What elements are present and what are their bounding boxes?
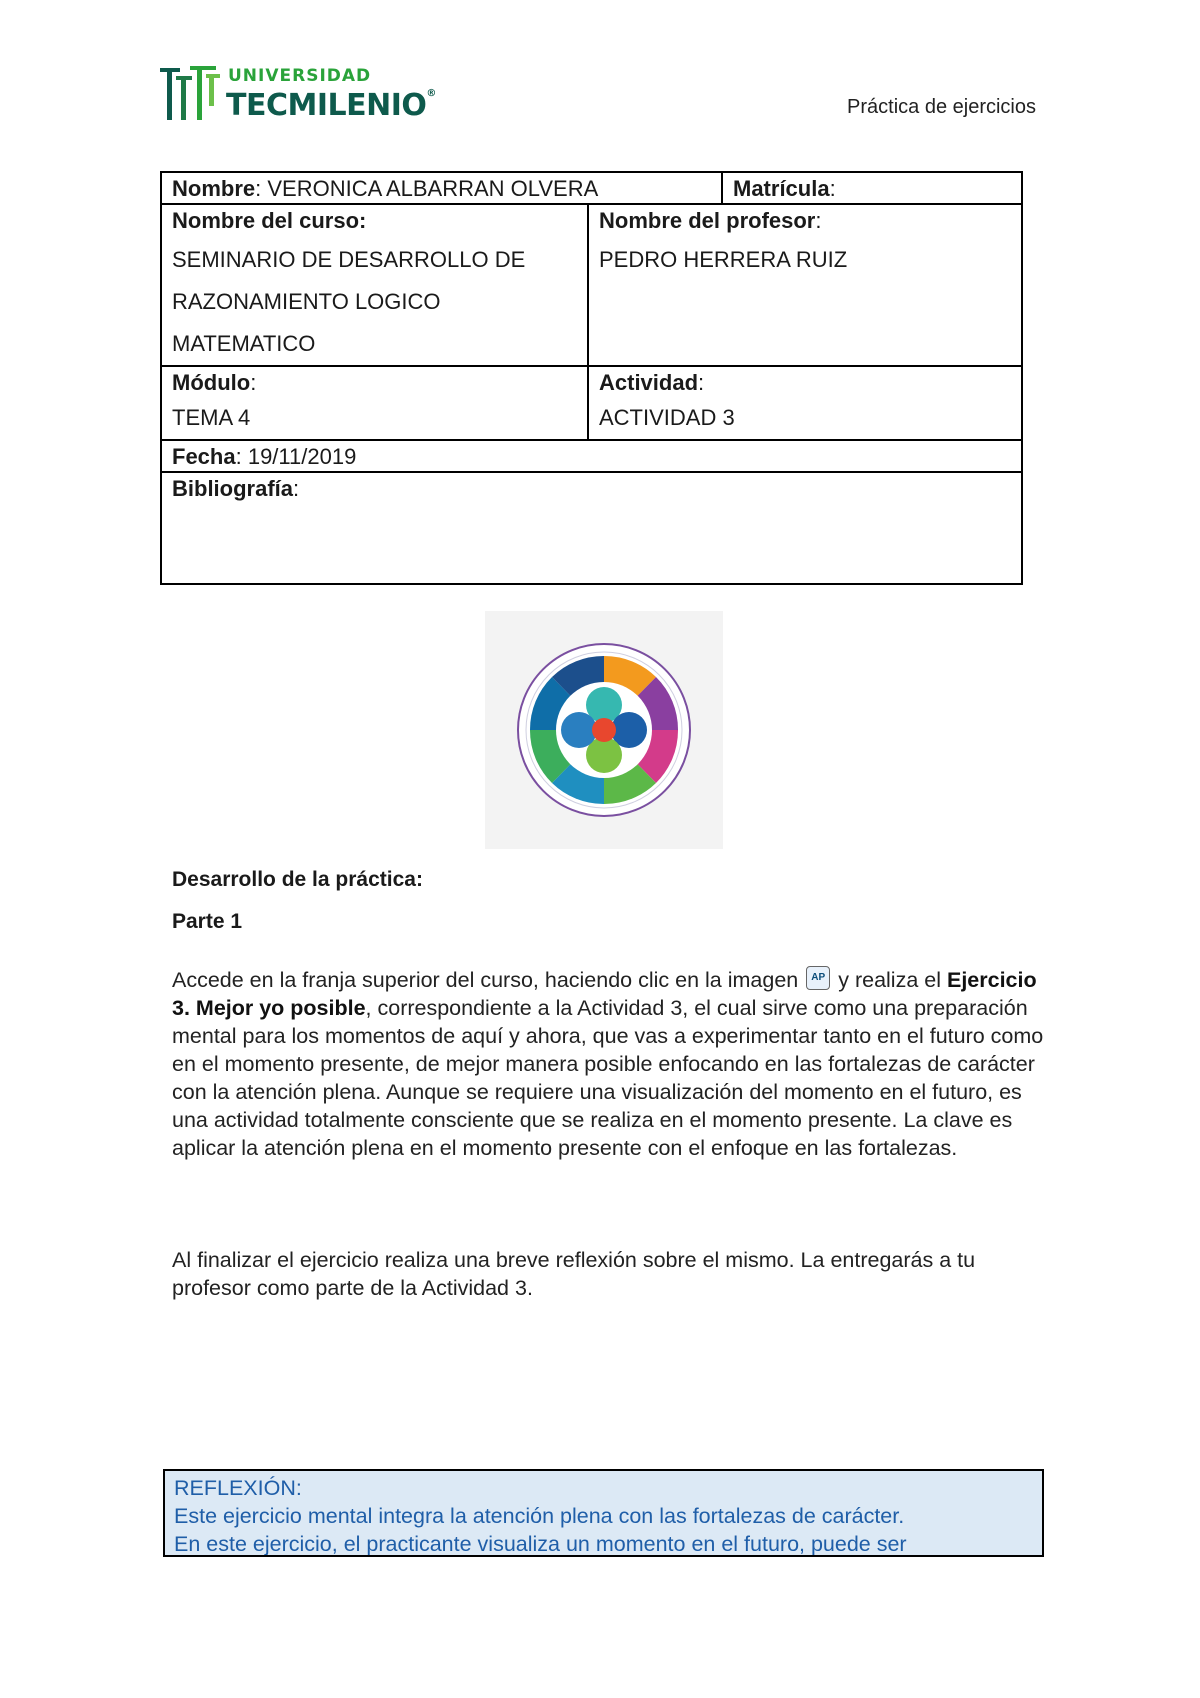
profesor-label: Nombre del profesor [599,208,816,233]
bibliografia-label: Bibliografía [172,476,294,501]
tecmilenio-logo-mark-icon [158,62,222,124]
instructions-paragraph [172,966,1052,1162]
student-info-table [160,171,1023,585]
nombre-value: VERONICA ALBARRAN OLVERA [267,176,599,201]
modulo-label: Módulo [172,370,251,395]
fecha-label: Fecha [172,444,236,469]
registered-mark: ® [426,88,436,99]
cell-actividad: Actividad: ACTIVIDAD 3 [588,366,1022,440]
character-strengths-wheel-image [485,611,723,849]
exercise-title: Ejercicio 3. Mejor yo posible [172,968,1037,1020]
cell-modulo: Módulo: TEMA 4 [161,366,588,440]
cell-curso [161,204,588,366]
reflection-line-2: En este ejercicio, el practicante visualiza un momento en el futuro, puede ser [174,1532,907,1556]
row-fecha [161,440,1022,472]
curso-line-3: MATEMATICO [172,331,316,356]
closing-paragraph: Al finalizar el ejercicio realiza una breve reflexión sobre el mismo. La entregarás a tu profesor como parte de la Actividad 3. [172,1248,976,1300]
actividad-label: Actividad [599,370,699,395]
fecha-value: 19/11/2019 [247,444,357,469]
nombre-label: Nombre [172,176,256,201]
document-type-label: Práctica de ejercicios [847,96,1036,118]
actividad-value: ACTIVIDAD 3 [599,405,735,430]
cell-fecha: Fecha: 19/11/2019 [161,440,1022,472]
cell-matricula: Matrícula: [722,172,1022,204]
cell-profesor: Nombre del profesor: PEDRO HERRERA RUIZ [588,204,1022,366]
logo-bottom-text: TECMILENIO® [226,88,436,123]
row-modulo [161,366,1022,440]
strengths-wheel-icon [485,611,723,849]
row-bibliografia [161,472,1022,584]
profesor-value: PEDRO HERRERA RUIZ [599,247,848,272]
cell-bibliografia: Bibliografía: [161,472,1022,584]
curso-line-1: SEMINARIO DE DESARROLLO DE [172,247,526,272]
row-nombre [161,172,1022,204]
tecmilenio-logo [158,62,458,126]
practice-heading: Desarrollo de la práctica: [172,868,423,891]
matricula-label: Matrícula [733,176,830,201]
row-curso [161,204,1022,366]
instructions-text-c: , correspondiente a la Actividad 3, el cual sirve como una preparación mental para los momentos de aquí y ahora, que vas a experimentar tanto en el futuro como en el momento presente, de mejor manera posible enfocando en las fortalezas de carácter con la atención plena. Aunque se requiere una visualización del momento en el futuro, es una actividad totalmente consciente que se realiza en el momento presente. La clave es aplicar la atención plena en el momento presente con el enfoque en las fortalezas. [172,996,1044,1160]
ap-icon[interactable]: AP [806,966,830,990]
reflection-box [163,1469,1044,1557]
modulo-value: TEMA 4 [172,405,251,430]
curso-line-2: RAZONAMIENTO LOGICO [172,289,441,314]
cell-nombre: Nombre: VERONICA ALBARRAN OLVERA [161,172,722,204]
reflection-title: REFLEXIÓN: [174,1476,302,1500]
instructions-text-a: Accede en la franja superior del curso, haciendo clic en la imagen [172,968,799,992]
instructions-text-b: y realiza el [838,968,941,992]
reflection-line-1: Este ejercicio mental integra la atención plena con las fortalezas de carácter. [174,1504,905,1528]
logo-top-text: UNIVERSIDAD [228,66,372,86]
curso-label: Nombre del curso: [172,208,367,233]
part-heading: Parte 1 [172,910,243,933]
